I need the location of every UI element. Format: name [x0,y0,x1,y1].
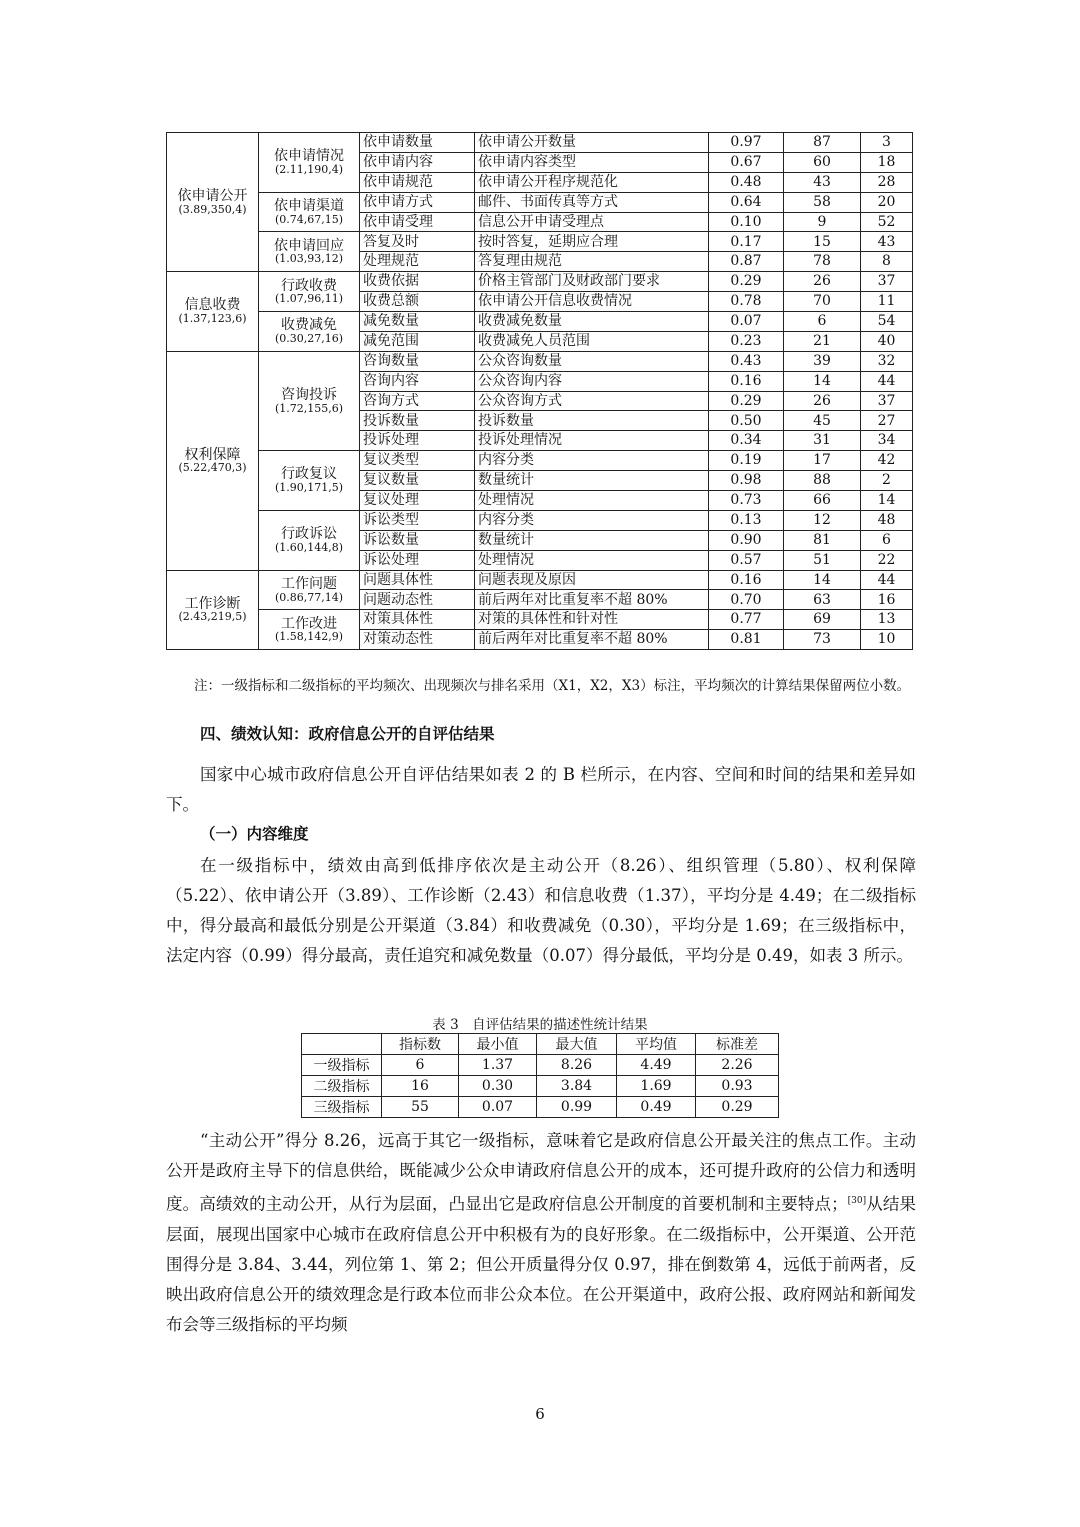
frequency-cell: 87 [784,133,861,153]
level3-indicator-cell: 复议数量 [360,471,475,491]
rank-cell: 44 [861,570,913,590]
score-cell: 0.97 [709,133,784,153]
frequency-cell: 45 [784,411,861,431]
level3-indicator-cell: 处理规范 [360,252,475,272]
indicator-content-cell: 内容分类 [475,510,709,530]
score-cell: 0.87 [709,252,784,272]
indicator-content-cell: 投诉数量 [475,411,709,431]
subsection-title: （一）内容维度 [200,825,309,843]
frequency-cell: 69 [784,610,861,630]
frequency-cell: 15 [784,232,861,252]
rank-cell: 6 [861,530,913,550]
rank-cell: 2 [861,471,913,491]
score-cell: 0.17 [709,232,784,252]
rank-cell: 14 [861,491,913,511]
rank-cell: 8 [861,252,913,272]
level2-indicator-code: (1.90,171,5) [274,481,344,495]
frequency-cell: 26 [784,272,861,292]
rank-cell: 28 [861,172,913,192]
frequency-cell: 12 [784,510,861,530]
frequency-cell: 73 [784,630,861,650]
frequency-cell: 81 [784,530,861,550]
frequency-cell: 70 [784,292,861,312]
frequency-cell: 26 [784,391,861,411]
stats-header-cell: 平均值 [617,1034,696,1055]
paragraph-content-dimension: 在一级指标中，绩效由高到低排序依次是主动公开（8.26）、组织管理（5.80）、权利保障（5.22）、依申请公开（3.89）、工作诊断（2.43）和信息收费（1.37），平均分是 4.49；在二级指标中，得分最高和最低分别是公开渠道（3.84）和收费减免（0.30），平均分是 1.69；在三级指标中，法定内容（0.99）得分最高，责任追究和减免数量（0.07）得分最低，平均分是 0.49，如表 3 所示。 [166,856,916,965]
level3-indicator-cell: 问题动态性 [360,590,475,610]
indicator-content-cell: 依申请公开数量 [475,133,709,153]
level2-indicator-name: 依申请回应 [274,237,344,254]
level1-indicator-code: (1.37,123,6) [178,312,247,326]
stats-row [302,1076,779,1097]
level3-indicator-cell: 复议处理 [360,491,475,511]
level2-indicator-cell [259,351,360,450]
indicator-content-cell: 对策的具体性和针对性 [475,610,709,630]
rank-cell: 13 [861,610,913,630]
score-cell: 0.67 [709,152,784,172]
score-cell: 0.98 [709,471,784,491]
rank-cell: 42 [861,451,913,471]
level2-indicator-cell [259,192,360,232]
indicator-table [166,132,913,650]
level2-indicator-cell [259,510,360,570]
level3-indicator-cell: 收费依据 [360,272,475,292]
indicator-content-cell: 内容分类 [475,451,709,471]
frequency-cell: 58 [784,192,861,212]
stats-value-cell: 6 [382,1055,459,1076]
level3-indicator-cell: 依申请方式 [360,192,475,212]
stats-value-cell: 0.29 [696,1097,779,1118]
indicator-content-cell: 前后两年对比重复率不超 80% [475,590,709,610]
frequency-cell: 43 [784,172,861,192]
score-cell: 0.13 [709,510,784,530]
frequency-cell: 31 [784,431,861,451]
level2-indicator-code: (1.07,96,11) [274,292,344,306]
level2-indicator-code: (0.74,67,15) [274,212,344,226]
paragraph-proactive-disclosure [166,1126,916,1340]
stats-value-cell: 0.93 [696,1076,779,1097]
level3-indicator-cell: 依申请内容 [360,152,475,172]
frequency-cell: 66 [784,491,861,511]
score-cell: 0.10 [709,212,784,232]
level3-indicator-cell: 诉讼处理 [360,550,475,570]
score-cell: 0.50 [709,411,784,431]
frequency-cell: 39 [784,351,861,371]
frequency-cell: 14 [784,570,861,590]
stats-value-cell: 2.26 [696,1055,779,1076]
score-cell: 0.29 [709,272,784,292]
rank-cell: 43 [861,232,913,252]
score-cell: 0.34 [709,431,784,451]
level3-indicator-cell: 答复及时 [360,232,475,252]
stats-header-cell: 最小值 [459,1034,537,1055]
level3-indicator-cell: 对策动态性 [360,630,475,650]
stats-header-cell: 标准差 [696,1034,779,1055]
level2-indicator-code: (0.86,77,14) [274,590,344,604]
indicator-content-cell: 信息公开申请受理点 [475,212,709,232]
level1-indicator-name: 工作诊断 [184,595,241,612]
level2-indicator-name: 依申请渠道 [274,197,344,214]
score-cell: 0.07 [709,312,784,332]
indicator-content-cell: 收费减免数量 [475,312,709,332]
indicator-content-cell: 价格主管部门及财政部门要求 [475,272,709,292]
indicator-content-cell: 前后两年对比重复率不超 80% [475,630,709,650]
level3-indicator-cell: 减免范围 [360,331,475,351]
level1-indicator-cell [167,133,259,272]
score-cell: 0.73 [709,491,784,511]
rank-cell: 34 [861,431,913,451]
level1-indicator-code: (2.43,219,5) [178,610,247,624]
table-row [167,232,913,252]
score-cell: 0.16 [709,570,784,590]
level3-indicator-cell: 投诉数量 [360,411,475,431]
level1-indicator-name: 权利保障 [184,446,241,463]
stats-value-cell: 8.26 [537,1055,617,1076]
level3-indicator-cell: 依申请受理 [360,212,475,232]
score-cell: 0.19 [709,451,784,471]
frequency-cell: 78 [784,252,861,272]
level2-indicator-name: 收费减免 [281,317,337,334]
level1-indicator-code: (5.22,470,3) [178,461,247,475]
stats-value-cell: 55 [382,1097,459,1118]
score-cell: 0.57 [709,550,784,570]
table-row [167,272,913,292]
rank-cell: 54 [861,312,913,332]
score-cell: 0.77 [709,610,784,630]
stats-value-cell: 0.07 [459,1097,537,1118]
frequency-cell: 63 [784,590,861,610]
rank-cell: 32 [861,351,913,371]
indicator-content-cell: 处理情况 [475,550,709,570]
level2-indicator-cell [259,232,360,272]
indicator-table-body [167,133,913,650]
frequency-cell: 60 [784,152,861,172]
level2-indicator-cell [259,610,360,650]
level3-indicator-cell: 咨询数量 [360,351,475,371]
level2-indicator-code: (0.30,27,16) [274,331,344,345]
score-cell: 0.90 [709,530,784,550]
level3-indicator-cell: 减免数量 [360,312,475,332]
section-title: 四、绩效认知：政府信息公开的自评估结果 [200,725,495,743]
frequency-cell: 51 [784,550,861,570]
section-intro: 国家中心城市政府信息公开自评估结果如表 2 的 B 栏所示，在内容、空间和时间的结果和差异如下。 [166,765,916,814]
rank-cell: 44 [861,371,913,391]
stats-value-cell: 16 [382,1076,459,1097]
level3-indicator-cell: 诉讼类型 [360,510,475,530]
paragraph-text-part2: 从结果层面，展现出国家中心城市在政府信息公开中积极有为的良好形象。在二级指标中，公开渠道、公开范围得分是 3.84、3.44，列位第 1、第 2；但公开质量得分仅 0.97，排在倒数第 4，远低于前两者，反映出政府信息公开的绩效理念是行政本位而非公众本位。在公开渠道中，政府公报、政府网站和新闻发布会等三级指标的平均频 [166,1194,917,1334]
level2-indicator-code: (1.72,155,6) [274,401,344,415]
indicator-content-cell: 处理情况 [475,491,709,511]
level3-indicator-cell: 复议类型 [360,451,475,471]
stats-value-cell: 0.30 [459,1076,537,1097]
indicator-content-cell: 依申请内容类型 [475,152,709,172]
stats-header-cell: 最大值 [537,1034,617,1055]
level1-indicator-cell [167,570,259,650]
stats-table [301,1033,779,1118]
score-cell: 0.70 [709,590,784,610]
frequency-cell: 14 [784,371,861,391]
rank-cell: 27 [861,411,913,431]
level3-indicator-cell: 对策具体性 [360,610,475,630]
level2-indicator-name: 工作改进 [281,615,337,632]
table-row [167,312,913,332]
indicator-content-cell: 答复理由规范 [475,252,709,272]
stats-header-row [302,1034,779,1055]
stats-value-cell: 0.99 [537,1097,617,1118]
indicator-content-cell: 邮件、书面传真等方式 [475,192,709,212]
stats-header-cell [302,1034,382,1055]
level1-indicator-name: 依申请公开 [177,188,248,204]
stats-row-label: 一级指标 [302,1055,382,1076]
level2-indicator-cell [259,272,360,312]
table3-caption: 表 3 自评估结果的描述性统计结果 [432,1017,648,1033]
level3-indicator-cell: 咨询方式 [360,391,475,411]
table-row [167,192,913,212]
level3-indicator-cell: 依申请数量 [360,133,475,153]
stats-value-cell: 1.37 [459,1055,537,1076]
level1-indicator-name: 信息收费 [184,297,241,314]
indicator-content-cell: 投诉处理情况 [475,431,709,451]
table-row [167,610,913,630]
citation-ref: [30] [847,1196,867,1206]
level3-indicator-cell: 问题具体性 [360,570,475,590]
level2-indicator-cell [259,570,360,610]
level3-indicator-cell: 咨询内容 [360,371,475,391]
rank-cell: 10 [861,630,913,650]
page-number: 6 [535,1405,545,1423]
score-cell: 0.43 [709,351,784,371]
level2-indicator-name: 行政诉讼 [281,526,337,543]
score-cell: 0.16 [709,371,784,391]
level2-indicator-name: 工作问题 [281,575,337,592]
paragraph-text-part1: “主动公开”得分 8.26，远高于其它一级指标，意味着它是政府信息公开最关注的焦点工作。主动公开是政府主导下的信息供给，既能减少公众申请政府信息公开的成本，还可提升政府的公信力和透明度。高绩效的主动公开，从行为层面，凸显出它是政府信息公开制度的首要机制和主要特点； [166,1131,916,1214]
score-cell: 0.81 [709,630,784,650]
level3-indicator-cell: 收费总额 [360,292,475,312]
table-row [167,451,913,471]
level1-indicator-cell [167,351,259,570]
score-cell: 0.78 [709,292,784,312]
frequency-cell: 17 [784,451,861,471]
level2-indicator-name: 依申请情况 [274,148,344,165]
rank-cell: 16 [861,590,913,610]
indicator-content-cell: 收费减免人员范围 [475,331,709,351]
level2-indicator-code: (1.58,142,9) [274,630,344,644]
table-row [167,351,913,371]
stats-row [302,1097,779,1118]
stats-value-cell: 1.69 [617,1076,696,1097]
indicator-content-cell: 数量统计 [475,530,709,550]
table-row [167,510,913,530]
stats-row [302,1055,779,1076]
indicator-content-cell: 数量统计 [475,471,709,491]
score-cell: 0.23 [709,331,784,351]
rank-cell: 40 [861,331,913,351]
stats-row-label: 三级指标 [302,1097,382,1118]
frequency-cell: 88 [784,471,861,491]
stats-value-cell: 0.49 [617,1097,696,1118]
table-note: 注：一级指标和二级指标的平均频次、出现频次与排名采用（X1，X2，X3）标注，平均频次的计算结果保留两位小数。 [194,678,911,694]
score-cell: 0.29 [709,391,784,411]
level1-indicator-code: (3.89,350,4) [178,202,247,216]
indicator-content-cell: 按时答复，延期应合理 [475,232,709,252]
indicator-content-cell: 公众咨询数量 [475,351,709,371]
stats-header-cell: 指标数 [382,1034,459,1055]
indicator-content-cell: 公众咨询方式 [475,391,709,411]
rank-cell: 11 [861,292,913,312]
rank-cell: 37 [861,272,913,292]
level1-indicator-cell [167,272,259,352]
table-row [167,133,913,153]
level2-indicator-code: (1.03,93,12) [274,252,344,266]
frequency-cell: 6 [784,312,861,332]
indicator-content-cell: 依申请公开信息收费情况 [475,292,709,312]
rank-cell: 18 [861,152,913,172]
score-cell: 0.64 [709,192,784,212]
rank-cell: 22 [861,550,913,570]
frequency-cell: 9 [784,212,861,232]
level3-indicator-cell: 投诉处理 [360,431,475,451]
indicator-content-cell: 公众咨询内容 [475,371,709,391]
stats-value-cell: 3.84 [537,1076,617,1097]
stats-row-label: 二级指标 [302,1076,382,1097]
level2-indicator-cell [259,312,360,352]
level2-indicator-cell [259,133,360,193]
score-cell: 0.48 [709,172,784,192]
level2-indicator-name: 行政复议 [281,466,337,483]
level2-indicator-code: (2.11,190,4) [274,162,344,176]
rank-cell: 20 [861,192,913,212]
indicator-content-cell: 依申请公开程序规范化 [475,172,709,192]
rank-cell: 48 [861,510,913,530]
rank-cell: 37 [861,391,913,411]
rank-cell: 3 [861,133,913,153]
level2-indicator-name: 行政收费 [281,277,337,294]
level3-indicator-cell: 诉讼数量 [360,530,475,550]
level3-indicator-cell: 依申请规范 [360,172,475,192]
table-row [167,570,913,590]
rank-cell: 52 [861,212,913,232]
stats-table-body [302,1034,779,1118]
level2-indicator-name: 咨询投诉 [281,386,337,403]
level2-indicator-code: (1.60,144,8) [274,540,344,554]
level2-indicator-cell [259,451,360,511]
frequency-cell: 21 [784,331,861,351]
stats-value-cell: 4.49 [617,1055,696,1076]
indicator-content-cell: 问题表现及原因 [475,570,709,590]
